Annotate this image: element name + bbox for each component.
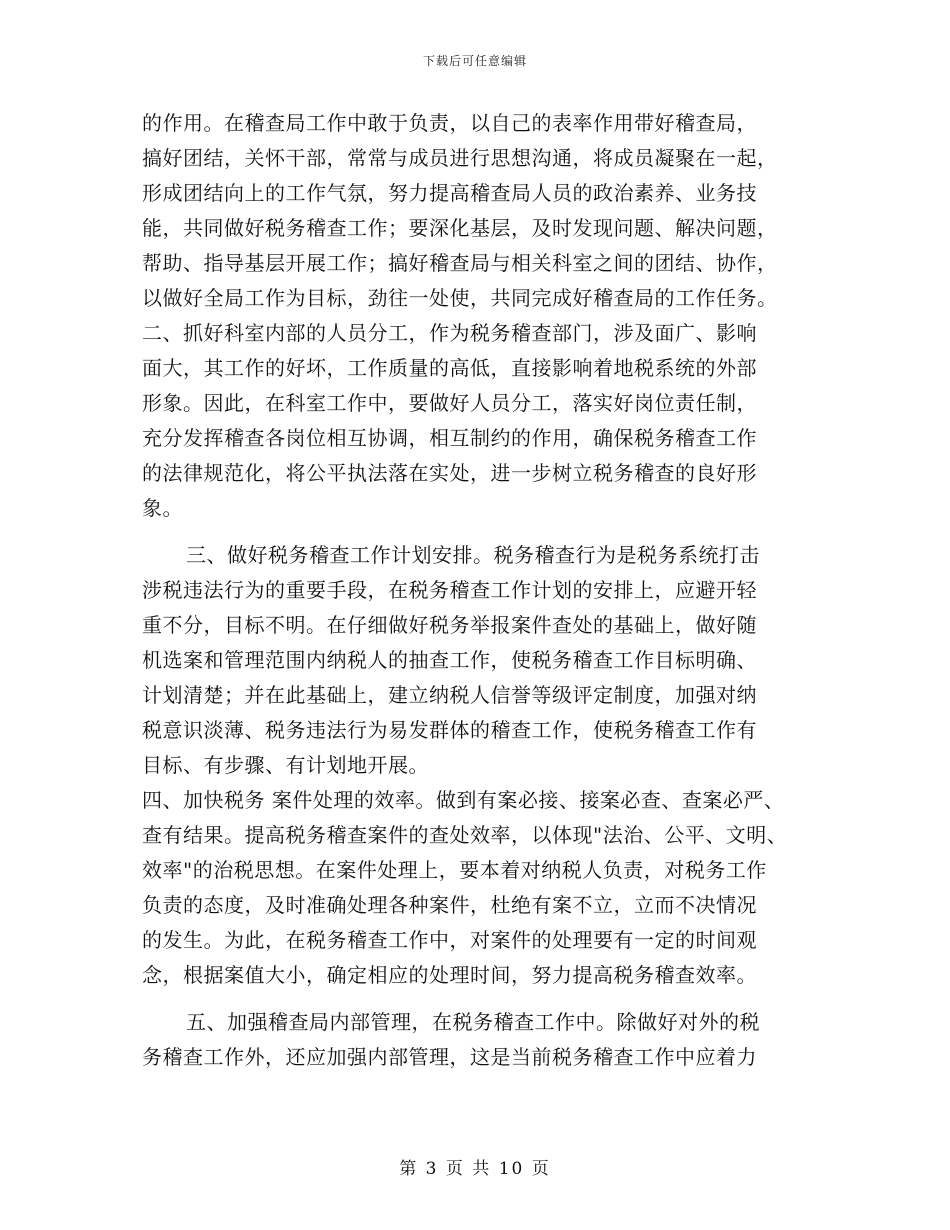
body-line: 以做好全局工作为目标，劲往一处使，共同完成好稽查局的工作任务。 — [142, 286, 778, 310]
body-line: 搞好团结，关怀干部，常常与成员进行思想沟通，将成员凝聚在一起， — [142, 146, 778, 170]
body-line: 计划清楚；并在此基础上，建立纳税人信誉等级评定制度，加强对纳 — [142, 683, 757, 707]
body-line: 帮助、指导基层开展工作；搞好稽查局与相关科室之间的团结、协作， — [142, 251, 778, 275]
body-line: 负责的态度，及时准确处理各种案件，杜绝有案不立，立而不决情况 — [142, 893, 757, 917]
page-number: 第 3 页 共 10 页 — [399, 1159, 551, 1179]
body-line: 涉税违法行为的重要手段，在税务稽查工作计划的安排上，应避开轻 — [142, 578, 757, 602]
section-two-heading-line: 二、抓好科室内部的人员分工，作为税务稽查部门，涉及面广、影响 — [142, 321, 757, 345]
body-line: 务稽查工作外，还应加强内部管理，这是当前税务稽查工作中应着力 — [142, 1045, 757, 1069]
body-line: 面大，其工作的好坏，工作质量的高低，直接影响着地税系统的外部 — [142, 356, 757, 380]
body-line: 机选案和管理范围内纳税人的抽查工作，使税务稽查工作目标明确、 — [142, 648, 757, 672]
body-line: 象。 — [142, 496, 183, 520]
body-line: 税意识淡薄、税务违法行为易发群体的稽查工作，使税务稽查工作有 — [142, 718, 757, 742]
document-body — [142, 106, 822, 1075]
body-line: 重不分，目标不明。在仔细做好税务举报案件查处的基础上，做好随 — [142, 613, 757, 637]
section-three-heading-line: 三、做好税务稽查工作计划安排。税务稽查行为是税务系统打击 — [186, 543, 760, 567]
body-line: 形成团结向上的工作气氛，努力提高稽查局人员的政治素养、业务技 — [142, 181, 757, 205]
section-four-heading-line: 四、加快税务 案件处理的效率。做到有案必接、接案必查、查案必严、 — [142, 788, 785, 812]
header-note: 下载后可任意编辑 — [422, 54, 527, 68]
body-line: 目标、有步骤、有计划地开展。 — [142, 753, 429, 777]
section-five-heading-line: 五、加强稽查局内部管理，在税务稽查工作中。除做好对外的税 — [186, 1010, 760, 1034]
body-line: 效率"的治税思想。在案件处理上，要本着对纳税人负责，对税务工作 — [142, 858, 767, 882]
body-line: 的发生。为此，在税务稽查工作中，对案件的处理要有一定的时间观 — [142, 928, 757, 952]
body-line: 的作用。在稽查局工作中敢于负责，以自己的表率作用带好稽查局， — [142, 111, 757, 135]
body-line: 形象。因此，在科室工作中，要做好人员分工，落实好岗位责任制， — [142, 391, 757, 415]
body-line: 查有结果。提高税务稽查案件的查处效率，以体现"法治、公平、文明、 — [142, 823, 788, 847]
body-line: 念，根据案值大小，确定相应的处理时间，努力提高税务稽查效率。 — [142, 963, 757, 987]
body-line: 能，共同做好税务稽查工作；要深化基层，及时发现问题、解决问题， — [142, 216, 778, 240]
body-line: 充分发挥稽查各岗位相互协调，相互制约的作用，确保税务稽查工作 — [142, 426, 757, 450]
body-line: 的法律规范化，将公平执法落在实处，进一步树立税务稽查的良好形 — [142, 461, 757, 485]
